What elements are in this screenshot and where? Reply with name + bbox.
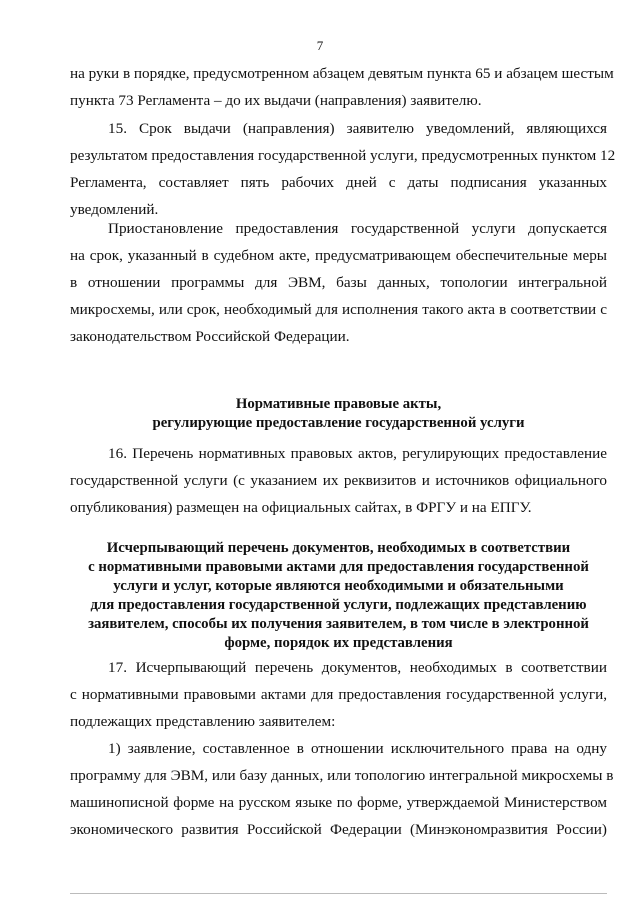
heading-line: для предоставления государственной услуги, подлежащих представлению [90, 597, 587, 613]
text-line: микросхемы, или срок, необходимый для исполнения такого акта в соответствии с [70, 301, 607, 318]
heading-line: регулирующие предоставление государственной услуги [152, 415, 525, 431]
text-line: законодательством Российской Федерации. [70, 328, 350, 345]
paragraph-suspension [70, 215, 607, 350]
heading-line: Нормативные правовые акты, [235, 396, 442, 412]
heading-line: Исчерпывающий перечень документов, необходимых в соответствии [106, 540, 571, 556]
text-line: результатом предоставления государственной услуги, предусмотренных пунктом 12 [70, 147, 616, 164]
text-line: Регламента, составляет пять рабочих дней с даты подписания указанных [70, 174, 607, 191]
text-line: 17. Исчерпывающий перечень документов, необходимых в соответствии [108, 659, 607, 676]
text-line: в отношении программы для ЭВМ, базы данных, топологии интегральной [70, 274, 607, 291]
text-line: уведомлений. [70, 201, 159, 218]
text-line: машинописной форме на русском языке по форме, утверждаемой Министерством [70, 794, 607, 811]
scan-edge-line [70, 893, 607, 894]
text-line: программу для ЭВМ, или базу данных, или топологию интегральной микросхемы в [70, 767, 614, 784]
section-heading-documents [70, 539, 607, 653]
paragraph-17 [70, 654, 607, 735]
page-number: 7 [316, 38, 324, 53]
text-line: государственной услуги (с указанием их реквизитов и источников официального [70, 472, 607, 489]
paragraph-continuation [70, 60, 614, 114]
text-line: 16. Перечень нормативных правовых актов, регулирующих предоставление [108, 445, 607, 462]
heading-line: форме, порядок их представления [224, 635, 453, 651]
text-line: опубликования) размещен на официальных сайтах, в ФРГУ и на ЕПГУ. [70, 499, 532, 516]
heading-line: заявителем, способы их получения заявителем, в том числе в электронной [88, 616, 589, 632]
paragraph-16 [70, 440, 607, 521]
text-line: пункта 73 Регламента – до их выдачи (направления) заявителю. [70, 92, 482, 109]
text-line: с нормативными правовыми актами для предоставления государственной услуги, [70, 686, 607, 703]
paragraph-17-item-1 [70, 735, 614, 843]
text-line: на руки в порядке, предусмотренном абзацем девятым пункта 65 и абзацем шестым [70, 65, 614, 82]
heading-line: услуги и услуг, которые являются необходимыми и обязательными [113, 578, 564, 594]
text-line: подлежащих представлению заявителем: [70, 713, 336, 730]
text-line: экономического развития Российской Федерации (Минэкономразвития России) [70, 821, 607, 838]
text-line: на срок, указанный в судебном акте, предусматривающем обеспечительные меры [70, 247, 607, 264]
section-heading-legal-acts [70, 395, 607, 433]
text-line: 15. Срок выдачи (направления) заявителю уведомлений, являющихся [108, 120, 607, 137]
text-line: Приостановление предоставления государственной услуги допускается [108, 220, 607, 237]
heading-line: с нормативными правовыми актами для предоставления государственной [88, 559, 589, 575]
paragraph-15 [70, 115, 616, 223]
text-line: 1) заявление, составленное в отношении исключительного права на одну [108, 740, 607, 757]
